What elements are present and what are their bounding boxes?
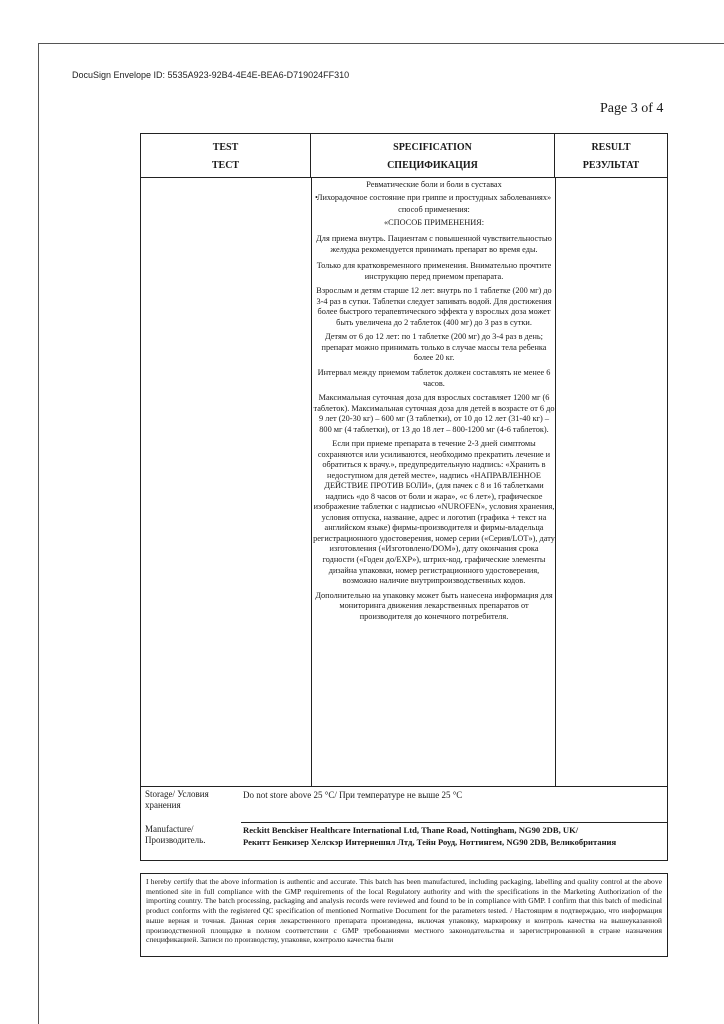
spec-paragraph: Для приема внутрь. Пациентам с повышенной чувствительностью желудка рекомендуется принимать препарат во время еды.	[316, 234, 552, 254]
header-test	[141, 134, 311, 178]
header-spec-en: SPECIFICATION	[393, 142, 472, 153]
page-border-left	[38, 43, 39, 1024]
manufacturer-value-en: Reckitt Benckiser Healthcare International Ltd, Thane Road, Nottingham, NG90 2DB, UK/	[243, 825, 579, 835]
spec-paragraph: Только для кратковременного применения. Внимательно прочтите инструкцию перед приемом препарата.	[316, 261, 552, 281]
specification-text	[313, 180, 555, 624]
column-divider-2	[555, 178, 556, 786]
spec-paragraph: • Лихорадочное состояние при гриппе и простудных заболеваниях»	[313, 193, 555, 204]
header-test-en: TEST	[212, 142, 239, 153]
storage-value: Do not store above 25 °C/ При температуре не выше 25 °C	[243, 790, 463, 800]
spec-paragraph: Детям от 6 до 12 лет: по 1 таблетке (200 мг) до 3-4 раз в день; препарат можно принимать только в случае массы тела ребенка более 20 кг.	[321, 332, 547, 363]
spec-paragraph: Если при приеме препарата в течение 2-3 дней симптомы сохраняются или усиливаются, необходимо прекратить лечение и обратиться к врачу.», предупредительную надпись: «Хранить в недоступном для детей месте», надпись «НАПРАВЛЕННОЕ ДЕЙСТВИЕ ПРОТИВ БОЛИ», (для пачек с 8 и 16 таблетками надпись «до 8 часов от боли и жара», «с 6 лет»), графическое изображение таблетки с надписью «NUROFEN», условия хранения, условия отпуска, название, адрес и логотип (графика + текст на английском языке) фирмы-производителя и фирмы-владельца регистрационного удостоверения, номер серии («Серия/LOT»), дату изготовления («Изготовлено/DOM»), дату окончания срока годности («Годен до/EXP»), штрих-код, графические элементы дизайна упаковки, номер регистрационного удостоверения, возможно наличие внутрипроизводственных кодов.	[313, 439, 555, 586]
certification-statement: I hereby certify that the above information is authentic and accurate. This batch has been manufactured, including packaging, labelling and quality control at the above mentioned site in full compliance with the GMP requirements of the local Regulatory authority and with the specifications in the Marketing Authorization of the importing country. The batch processing, packaging and analysis records were reviewed and found to be in compliance with GMP. I confirm that this batch of medicinal product conforms with the registered QC specification of mentioned Normative Document for the parameters tested. / Настоящим я подтверждаю, что информация выше верная и точная. Данная серия лекарственного препарата произведена, включая упаковку, маркировку и контроль качества на вышеуказанной производственной площадке в полном соответствии с GMP требованиями местного законодательства и зарегистрированной в стране назначения спецификацией. Записи по производству, упаковке, контролю качества были	[140, 873, 668, 957]
storage-label: Storage/ Условия хранения	[145, 789, 209, 811]
spec-paragraph: Интервал между приемом таблеток должен составлять не менее 6 часов.	[317, 367, 551, 388]
spec-paragraph: Максимальная суточная доза для взрослых составляет 1200 мг (6 таблеток). Максимальная суточная доза для детей в возрасте от 6 до 9 лет (20-30 кг) – 600 мг (3 таблетки), от 10 до 12 лет (31-40 кг) – 800 мг (4 таблетки), от 13 до 18 лет – 800-1200 мг (4-6 таблеток).	[313, 393, 555, 434]
spec-paragraph: Ревматические боли и боли в суставах	[366, 180, 502, 189]
header-result-ru: РЕЗУЛЬТАТ	[582, 160, 640, 171]
row-divider-manufacturer	[241, 822, 667, 823]
spec-paragraph: Дополнительно на упаковку может быть нанесена информация для мониторинга движения лекарственных препаратов от производителя до конечного потребителя.	[315, 590, 553, 621]
column-divider-1	[311, 178, 312, 786]
specification-table	[140, 133, 668, 861]
spec-paragraph: Взрослым и детям старше 12 лет: внутрь по 1 таблетке (200 мг) до 3-4 раз в сутки. Таблетки следует запивать водой. Для достижения более быстрого терапевтического эффекта у взрослых доза может быть увеличена до 2 таблеток (400 мг) до 3 раз в сутки.	[316, 286, 552, 327]
spec-paragraph: способ применения:	[398, 205, 470, 215]
header-result-en: RESULT	[591, 142, 631, 153]
header-test-ru: ТЕСТ	[211, 160, 240, 171]
page-number: Page 3 of 4	[600, 101, 664, 116]
envelope-id: DocuSign Envelope ID: 5535A923-92B4-4E4E-BEA6-D719024FF310	[72, 70, 350, 80]
header-spec-ru: СПЕЦИФИКАЦИЯ	[387, 160, 478, 171]
manufacturer-label: Manufacture/ Производитель.	[145, 824, 206, 846]
row-divider-storage	[141, 786, 667, 787]
manufacturer-value-ru: Рекитт Бенкизер Хелскэр Интернешнл Лтд, Тейн Роуд, Ноттингем, NG90 2DB, Великобритания	[243, 837, 617, 847]
page-border-top	[38, 43, 724, 44]
spec-paragraph: «СПОСОБ ПРИМЕНЕНИЯ:	[383, 217, 485, 227]
header-result	[555, 134, 667, 178]
header-specification	[311, 134, 555, 178]
